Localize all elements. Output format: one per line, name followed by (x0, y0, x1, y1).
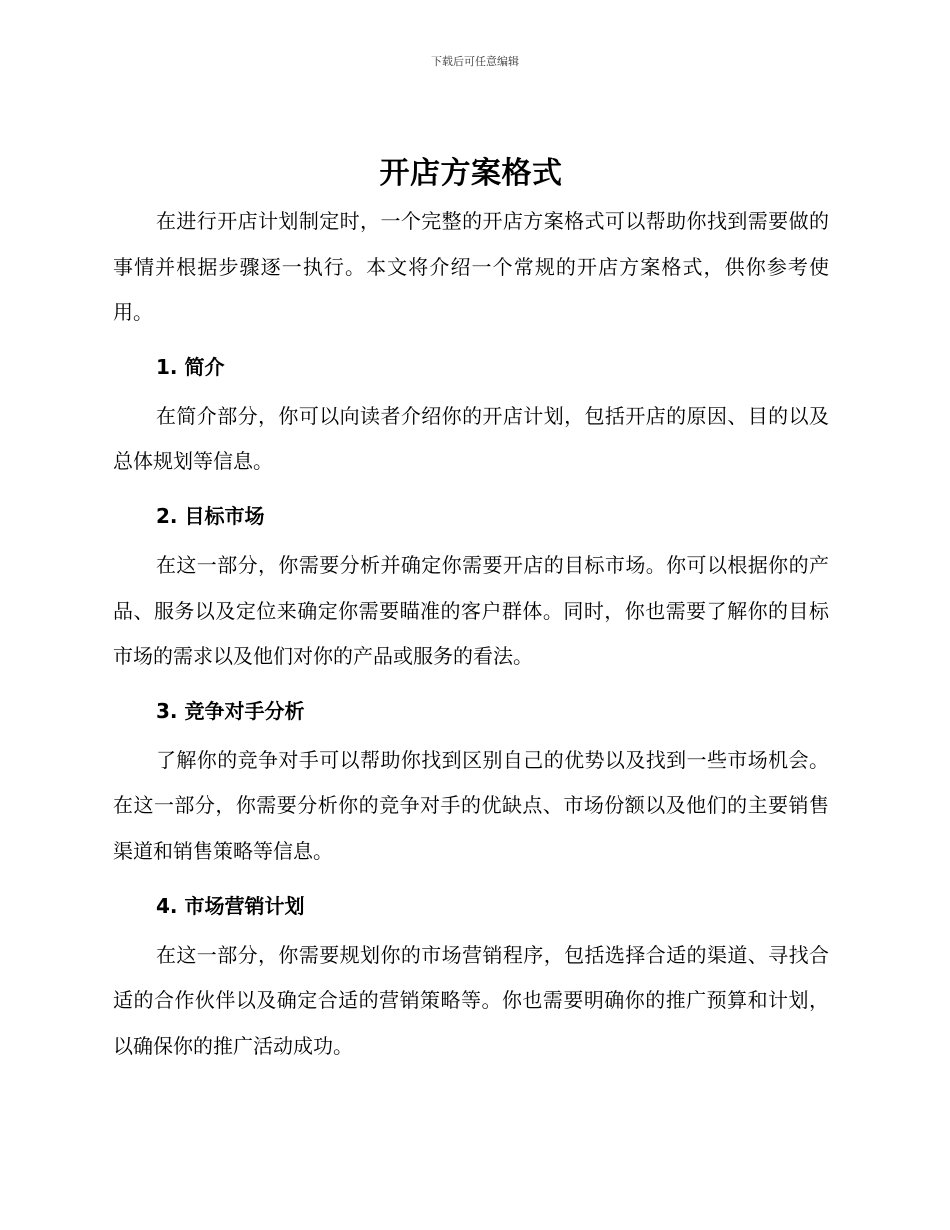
section-marketing-plan (113, 889, 829, 1070)
section-paragraph: 在这一部分，你需要规划你的市场营销程序，包括选择合适的渠道、寻找合适的合作伙伴以及确定合适的营销策略等。你也需要明确你的推广预算和计划，以确保你的推广活动成功。 (113, 942, 829, 1058)
section-paragraph: 在这一部分，你需要分析并确定你需要开店的目标市场。你可以根据你的产品、服务以及定位来确定你需要瞄准的客户群体。同时，你也需要了解你的目标市场的需求以及他们对你的产品或服务的看法。 (113, 552, 829, 669)
section-paragraph: 在简介部分，你可以向读者介绍你的开店计划，包括开店的原因、目的以及总体规划等信息。 (113, 403, 829, 474)
section-heading: 2. 目标市场 (156, 503, 265, 528)
document-title: 开店方案格式 (379, 156, 563, 191)
document-body (113, 150, 829, 1069)
section-heading: 3. 竞争对手分析 (156, 698, 305, 723)
intro-paragraph: 在进行开店计划制定时，一个完整的开店方案格式可以帮助你找到需要做的事情并根据步骤逐一执行。本文将介绍一个常规的开店方案格式，供你参考使用。 (113, 209, 829, 325)
page-header-note: 下载后可任意编辑 (431, 55, 519, 68)
section-paragraph: 了解你的竞争对手可以帮助你找到区别自己的优势以及找到一些市场机会。在这一部分，你需要分析你的竞争对手的优缺点、市场份额以及他们的主要销售渠道和销售策略等信息。 (113, 747, 829, 863)
section-target-market (113, 499, 829, 680)
section-competitor-analysis (113, 694, 829, 875)
section-introduction (113, 350, 829, 485)
section-heading: 4. 市场营销计划 (156, 893, 305, 918)
section-heading: 1. 简介 (156, 354, 225, 379)
